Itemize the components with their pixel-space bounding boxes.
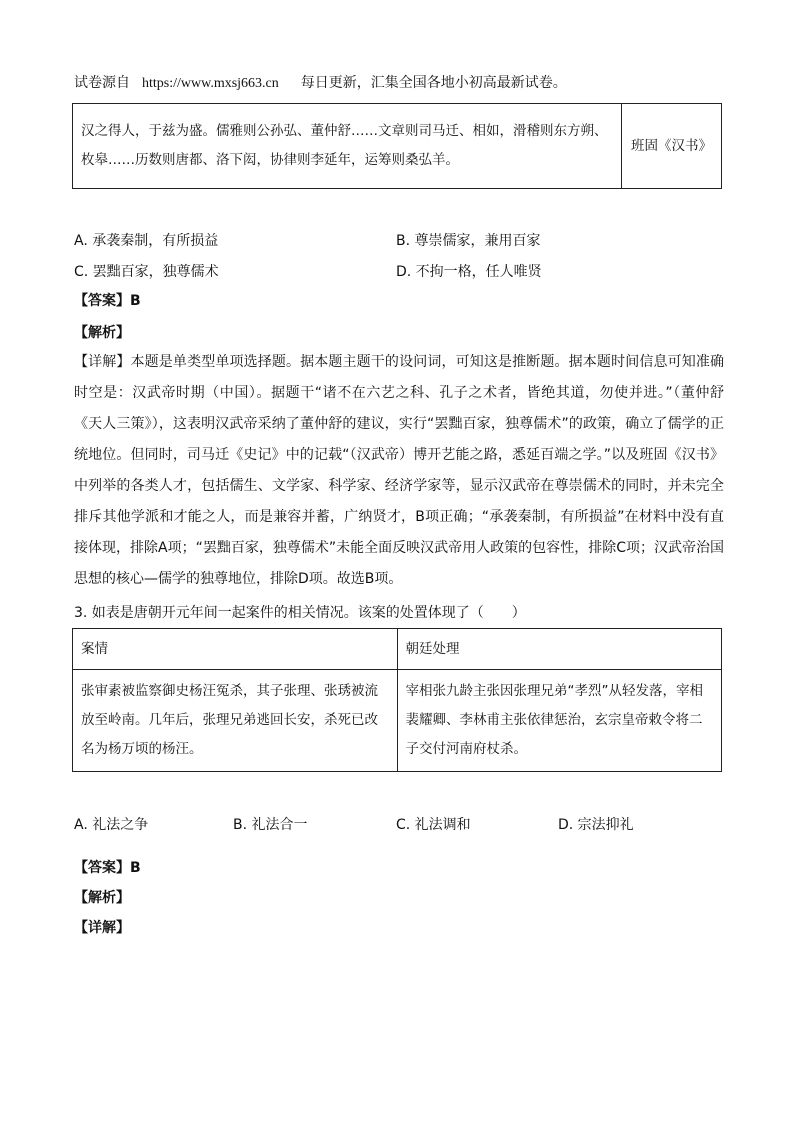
q2-material-text: 汉之得人，于兹为盛。儒雅则公孙弘、董仲舒……文章则司马迁、相如，滑稽则东方朔、枚皋……历数则唐都、洛下闳，协律则李延年，运筹则桑弘羊。	[73, 104, 622, 189]
q3-detail-label: 【详解】	[74, 920, 130, 936]
q3-analysis-label: 【解析】	[74, 890, 130, 906]
q2-option-d[interactable]: D. 不拘一格，任人唯贤	[396, 264, 542, 280]
source-site-link[interactable]: https://www.mxsj663.cn	[142, 76, 279, 91]
q2-answer: 【答案】B	[74, 293, 141, 309]
q3-case-body: 张审素被监察御史杨汪冤杀，其子张理、张琇被流放至岭南。几年后，张理兄弟逃回长安，杀死已改名为杨万顷的杨汪。	[73, 670, 398, 772]
q3-header-case: 案情	[73, 629, 398, 670]
q2-material-source: 班固《汉书》	[622, 104, 722, 189]
q2-option-c[interactable]: C. 罢黜百家，独尊儒术	[74, 264, 219, 280]
source-label: 试卷源自	[74, 75, 130, 91]
q3-stem: 3. 如表是唐朝开元年间一起案件的相关情况。该案的处置体现了（ ）	[74, 605, 526, 621]
q2-option-b[interactable]: B. 尊崇儒家，兼用百家	[396, 233, 541, 249]
q3-answer: 【答案】B	[74, 860, 141, 876]
q3-case-table	[72, 628, 722, 772]
q2-option-a[interactable]: A. 承袭秦制，有所损益	[74, 233, 219, 249]
q2-detail-paragraph: 【详解】本题是单类型单项选择题。据本题主题干的设问词，可知这是推断题。据本题时间信息可知准确时空是：汉武帝时期（中国）。据题干“诸不在六艺之科、孔子之术者，皆绝其道，勿使并进。”（董仲舒《天人三策》），这表明汉武帝采纳了董仲舒的建议，实行“罢黜百家，独尊儒术”的政策，确立了儒学的正统地位。但同时，司马迁《史记》中的记载“（汉武帝）博开艺能之路，悉延百端之学。”以及班固《汉书》中列举的各类人才，包括儒生、文学家、科学家、经济学家等，显示汉武帝在尊崇儒术的同时，并未完全排斥其他学派和才能之人，而是兼容并蓄，广纳贤才，B项正确；“承袭秦制，有所损益”在材料中没有直接体现，排除A项；“罢黜百家，独尊儒术”未能全面反映汉武帝用人政策的包容性，排除C项；汉武帝治国思想的核心—儒学的独尊地位，排除D项。故选B项。	[74, 354, 724, 587]
q2-material-table	[72, 103, 722, 189]
q3-header-handling: 朝廷处理	[397, 629, 722, 670]
q3-handling-body: 宰相张九龄主张因张理兄弟“孝烈”从轻发落，宰相裴耀卿、李林甫主张依律惩治，玄宗皇帝敕令将二子交付河南府杖杀。	[397, 670, 722, 772]
page-header	[74, 72, 567, 92]
q3-option-a[interactable]: A. 礼法之争	[74, 817, 149, 833]
q3-option-d[interactable]: D. 宗法抑礼	[558, 817, 634, 833]
q3-option-c[interactable]: C. 礼法调和	[396, 817, 471, 833]
q2-analysis-label: 【解析】	[74, 325, 130, 341]
header-slogan: 每日更新，汇集全国各地小初高最新试卷。	[300, 75, 567, 91]
q3-option-b[interactable]: B. 礼法合一	[233, 817, 308, 833]
